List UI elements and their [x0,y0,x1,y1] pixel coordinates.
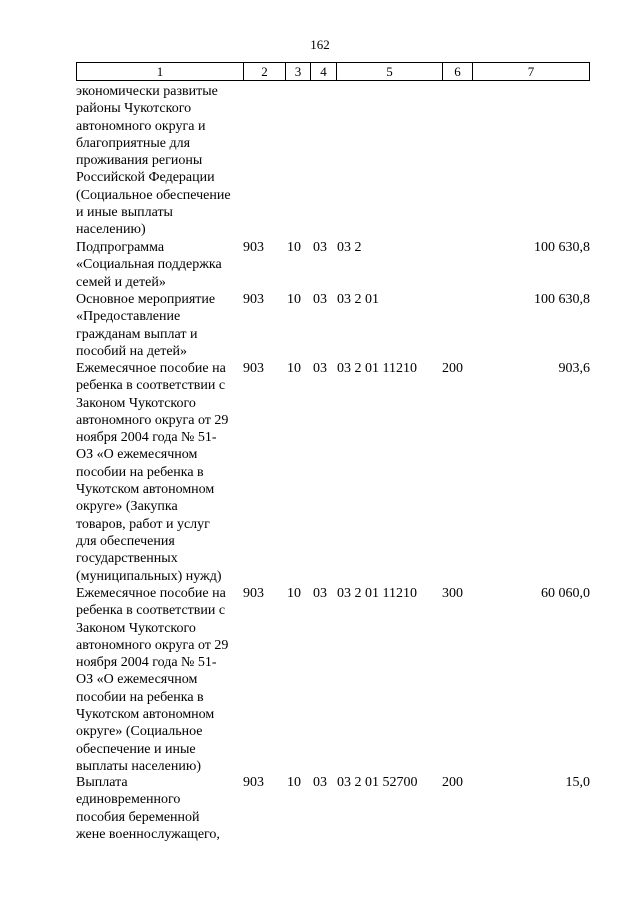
row-target: 03 2 01 11210 [337,361,417,376]
row-section: 10 [287,586,301,601]
row-code: 903 [243,586,264,601]
row-expense: 200 [442,361,463,376]
row-code: 903 [243,775,264,790]
row-amount: 100 630,8 [534,240,590,255]
header-col-3: 3 [286,63,311,80]
row-code: 903 [243,240,264,255]
row-code: 903 [243,292,264,307]
row-name: Ежемесячное пособие на ребенка в соответствии с Законом Чукотского автономного округа от 29 ноября 2004 года № 51- ОЗ «О ежемесячном пособии на ребенка в Чукотском автономном округе» (Закупка товаров, работ и услуг для обеспечения государственных (муниципальных) нужд) [76,361,229,584]
row-amount: 903,6 [558,361,590,376]
row-subsection: 03 [313,775,327,790]
row-amount: 60 060,0 [541,586,590,601]
header-col-4: 4 [311,63,337,80]
header-col-7: 7 [527,64,535,79]
header-col-2: 2 [244,63,286,80]
row-code: 903 [243,361,264,376]
header-col-6: 6 [443,63,473,80]
header-col-5: 5 [337,63,443,80]
row-target: 03 2 01 11210 [337,586,417,601]
row-target: 03 2 [337,240,362,255]
row-subsection: 03 [313,240,327,255]
row-name: Основное мероприятие «Предоставление гражданам выплат и пособий на детей» [76,292,216,359]
row-subsection: 03 [313,292,327,307]
row-section: 10 [287,240,301,255]
row-amount: 100 630,8 [534,292,590,307]
row-name: экономически развитые районы Чукотского автономного округа и благоприятные для проживания регионы Российской Федерации (Социальное обеспечение и иные выплаты населению) [76,84,231,238]
row-name: Выплата единовременного пособия беременной жене военнослужащего, [76,775,220,842]
header-col-1: 1 [77,63,244,80]
row-target: 03 2 01 [337,292,379,307]
row-expense: 200 [442,775,463,790]
row-target: 03 2 01 52700 [337,775,418,790]
row-name: Подпрограмма «Социальная поддержка семей и детей» [76,240,222,290]
row-section: 10 [287,361,301,376]
row-subsection: 03 [313,586,327,601]
table-header [76,62,590,81]
page-number: 162 [310,37,330,52]
row-subsection: 03 [313,361,327,376]
row-section: 10 [287,775,301,790]
row-section: 10 [287,292,301,307]
row-amount: 15,0 [565,775,590,790]
row-expense: 300 [442,586,463,601]
row-name: Ежемесячное пособие на ребенка в соответствии с Законом Чукотского автономного округа от 29 ноября 2004 года № 51- ОЗ «О ежемесячном пособии на ребенка в Чукотском автономном округе» (Социальное обеспечение и иные выплаты населению) [76,586,229,774]
